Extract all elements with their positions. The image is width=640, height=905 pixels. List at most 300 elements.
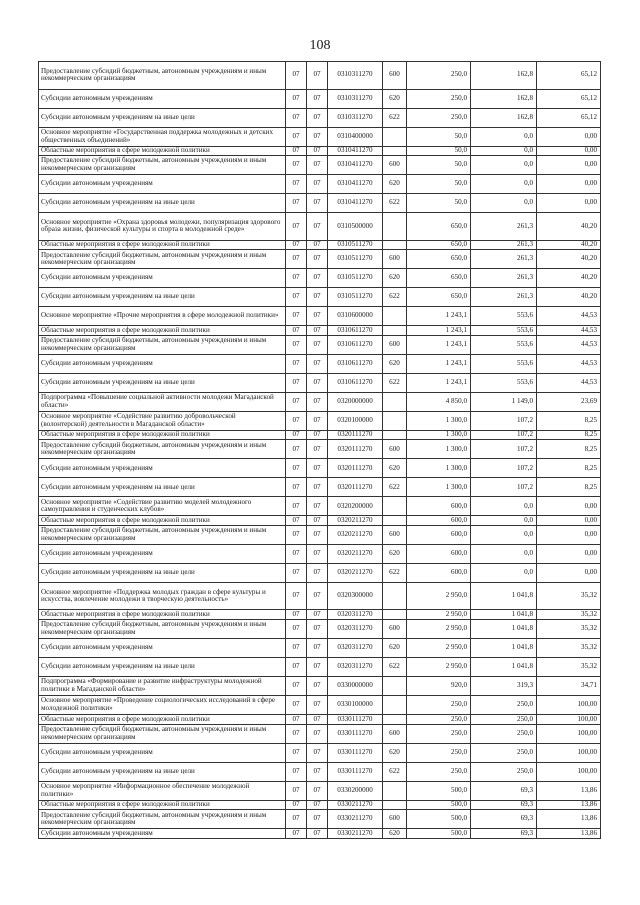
cell-target-article: 0320211270 [328, 544, 383, 563]
cell-subsection: 07 [307, 354, 328, 373]
cell-subsection: 07 [307, 194, 328, 213]
cell-name: Предоставление субсидий бюджетным, автономным учреждениям и иным некоммерческим организациям [39, 724, 286, 743]
cell-name: Областные мероприятия в сфере молодежной политики [39, 800, 286, 810]
cell-planned: 250,0 [407, 89, 471, 108]
cell-section: 07 [286, 724, 307, 743]
cell-name: Предоставление субсидий бюджетным, автономным учреждениям и иным некоммерческим организациям [39, 62, 286, 90]
cell-percent: 100,00 [537, 724, 601, 743]
cell-executed: 261,3 [471, 213, 537, 241]
cell-name: Субсидии автономным учреждениям [39, 269, 286, 288]
cell-expense-type [383, 213, 407, 241]
cell-percent: 40,20 [537, 288, 601, 307]
cell-percent: 8,25 [537, 459, 601, 478]
table-row [39, 800, 601, 810]
table-row [39, 354, 601, 373]
cell-section: 07 [286, 459, 307, 478]
cell-planned: 1 300,0 [407, 478, 471, 497]
cell-planned: 50,0 [407, 194, 471, 213]
cell-subsection: 07 [307, 175, 328, 194]
cell-target-article: 0310611270 [328, 373, 383, 392]
table-row [39, 544, 601, 563]
cell-section: 07 [286, 146, 307, 156]
cell-executed: 553,6 [471, 373, 537, 392]
cell-section: 07 [286, 108, 307, 127]
cell-target-article: 0320311270 [328, 658, 383, 677]
cell-executed: 0,0 [471, 175, 537, 194]
cell-expense-type: 600 [383, 62, 407, 90]
cell-expense-type: 622 [383, 658, 407, 677]
cell-subsection: 07 [307, 146, 328, 156]
cell-subsection: 07 [307, 715, 328, 725]
cell-target-article: 0310411270 [328, 156, 383, 175]
cell-subsection: 07 [307, 89, 328, 108]
cell-section: 07 [286, 715, 307, 725]
cell-section: 07 [286, 620, 307, 639]
cell-name: Основное мероприятие «Государственная поддержка молодежных и детских общественных объединений» [39, 127, 286, 146]
cell-name: Предоставление субсидий бюджетным, автономным учреждениям и иным некоммерческим организациям [39, 156, 286, 175]
table-row [39, 563, 601, 582]
cell-subsection: 07 [307, 326, 328, 336]
cell-section: 07 [286, 307, 307, 326]
cell-name: Подпрограмма «Формирование и развитие инфраструктуры молодежной политики в Магаданской области» [39, 677, 286, 696]
cell-section: 07 [286, 544, 307, 563]
cell-executed: 69,3 [471, 781, 537, 800]
cell-name: Субсидии автономным учреждениям на иные цели [39, 194, 286, 213]
table-row [39, 497, 601, 516]
cell-percent: 35,32 [537, 610, 601, 620]
cell-expense-type: 620 [383, 639, 407, 658]
cell-section: 07 [286, 335, 307, 354]
cell-percent: 0,00 [537, 175, 601, 194]
cell-subsection: 07 [307, 497, 328, 516]
cell-subsection: 07 [307, 478, 328, 497]
cell-percent: 35,32 [537, 658, 601, 677]
cell-expense-type [383, 326, 407, 336]
cell-executed: 0,0 [471, 516, 537, 526]
cell-section: 07 [286, 127, 307, 146]
cell-percent: 8,25 [537, 430, 601, 440]
cell-subsection: 07 [307, 743, 328, 762]
cell-expense-type [383, 800, 407, 810]
cell-planned: 50,0 [407, 127, 471, 146]
cell-target-article: 0320100000 [328, 411, 383, 430]
cell-planned: 250,0 [407, 724, 471, 743]
cell-target-article: 0330200000 [328, 781, 383, 800]
table-row [39, 213, 601, 241]
table-row [39, 677, 601, 696]
cell-section: 07 [286, 525, 307, 544]
page-number: 108 [309, 38, 331, 53]
cell-name: Основное мероприятие «Проведение социологических исследований в сфере молодежной политики» [39, 696, 286, 715]
cell-expense-type: 620 [383, 175, 407, 194]
cell-target-article: 0320311270 [328, 620, 383, 639]
cell-planned: 50,0 [407, 156, 471, 175]
cell-section: 07 [286, 62, 307, 90]
cell-planned: 250,0 [407, 762, 471, 781]
cell-planned: 2 950,0 [407, 658, 471, 677]
table-row [39, 620, 601, 639]
cell-section: 07 [286, 677, 307, 696]
table-body [39, 62, 601, 839]
cell-executed: 0,0 [471, 194, 537, 213]
cell-section: 07 [286, 810, 307, 829]
cell-section: 07 [286, 639, 307, 658]
cell-percent: 34,71 [537, 677, 601, 696]
cell-planned: 600,0 [407, 544, 471, 563]
cell-expense-type: 600 [383, 810, 407, 829]
cell-executed: 107,2 [471, 459, 537, 478]
cell-expense-type: 600 [383, 525, 407, 544]
cell-section: 07 [286, 696, 307, 715]
table-row [39, 715, 601, 725]
cell-target-article: 0310600000 [328, 307, 383, 326]
table-row [39, 516, 601, 526]
cell-name: Основное мероприятие «Прочие мероприятия в сфере молодежной политики» [39, 307, 286, 326]
cell-planned: 600,0 [407, 525, 471, 544]
cell-subsection: 07 [307, 250, 328, 269]
table-row [39, 610, 601, 620]
cell-section: 07 [286, 430, 307, 440]
cell-section: 07 [286, 829, 307, 839]
cell-percent: 8,25 [537, 440, 601, 459]
cell-percent: 40,20 [537, 250, 601, 269]
cell-planned: 50,0 [407, 175, 471, 194]
cell-target-article: 0330111270 [328, 724, 383, 743]
cell-expense-type: 620 [383, 743, 407, 762]
cell-expense-type [383, 781, 407, 800]
table-row [39, 762, 601, 781]
cell-subsection: 07 [307, 335, 328, 354]
cell-executed: 553,6 [471, 326, 537, 336]
cell-executed: 261,3 [471, 269, 537, 288]
cell-section: 07 [286, 563, 307, 582]
cell-planned: 650,0 [407, 269, 471, 288]
cell-percent: 44,53 [537, 335, 601, 354]
cell-section: 07 [286, 411, 307, 430]
cell-section: 07 [286, 743, 307, 762]
cell-name: Основное мероприятие «Информационное обеспечение молодежной политики» [39, 781, 286, 800]
table-row [39, 250, 601, 269]
cell-executed: 107,2 [471, 411, 537, 430]
cell-executed: 0,0 [471, 544, 537, 563]
cell-executed: 0,0 [471, 563, 537, 582]
cell-planned: 1 243,1 [407, 354, 471, 373]
cell-percent: 13,86 [537, 800, 601, 810]
cell-subsection: 07 [307, 62, 328, 90]
cell-target-article: 0320211270 [328, 563, 383, 582]
cell-executed: 553,6 [471, 354, 537, 373]
cell-executed: 1 041,8 [471, 620, 537, 639]
cell-target-article: 0310611270 [328, 335, 383, 354]
cell-executed: 250,0 [471, 724, 537, 743]
cell-percent: 100,00 [537, 696, 601, 715]
cell-section: 07 [286, 516, 307, 526]
cell-planned: 250,0 [407, 715, 471, 725]
cell-subsection: 07 [307, 563, 328, 582]
cell-subsection: 07 [307, 810, 328, 829]
cell-target-article: 0330111270 [328, 762, 383, 781]
cell-planned: 500,0 [407, 829, 471, 839]
cell-target-article: 0310611270 [328, 354, 383, 373]
cell-subsection: 07 [307, 525, 328, 544]
cell-executed: 0,0 [471, 156, 537, 175]
cell-subsection: 07 [307, 724, 328, 743]
cell-expense-type [383, 307, 407, 326]
cell-expense-type: 600 [383, 724, 407, 743]
cell-target-article: 0310611270 [328, 326, 383, 336]
cell-executed: 0,0 [471, 497, 537, 516]
cell-subsection: 07 [307, 762, 328, 781]
cell-subsection: 07 [307, 373, 328, 392]
cell-section: 07 [286, 373, 307, 392]
cell-section: 07 [286, 610, 307, 620]
cell-executed: 261,3 [471, 250, 537, 269]
cell-subsection: 07 [307, 544, 328, 563]
cell-section: 07 [286, 194, 307, 213]
cell-percent: 100,00 [537, 715, 601, 725]
cell-section: 07 [286, 497, 307, 516]
cell-name: Субсидии автономным учреждениям [39, 544, 286, 563]
table-row [39, 459, 601, 478]
table-row [39, 108, 601, 127]
cell-executed: 162,8 [471, 108, 537, 127]
budget-table-container [38, 61, 600, 839]
cell-executed: 0,0 [471, 146, 537, 156]
table-row [39, 392, 601, 411]
cell-name: Основное мероприятие «Поддержка молодых граждан в сфере культуры и искусства, вовлечение молодежи в творческую деятельность» [39, 582, 286, 610]
cell-executed: 69,3 [471, 800, 537, 810]
cell-target-article: 0320111270 [328, 440, 383, 459]
cell-target-article: 0310500000 [328, 213, 383, 241]
cell-percent: 40,20 [537, 269, 601, 288]
cell-executed: 107,2 [471, 478, 537, 497]
cell-executed: 261,3 [471, 288, 537, 307]
table-row [39, 781, 601, 800]
table-row [39, 525, 601, 544]
cell-target-article: 0330211270 [328, 829, 383, 839]
table-row [39, 89, 601, 108]
cell-subsection: 07 [307, 411, 328, 430]
cell-planned: 250,0 [407, 62, 471, 90]
cell-name: Областные мероприятия в сфере молодежной политики [39, 326, 286, 336]
cell-section: 07 [286, 288, 307, 307]
cell-planned: 2 950,0 [407, 639, 471, 658]
cell-section: 07 [286, 440, 307, 459]
cell-name: Подпрограмма «Повышение социальной активности молодежи Магаданской области» [39, 392, 286, 411]
cell-subsection: 07 [307, 127, 328, 146]
table-row [39, 743, 601, 762]
cell-expense-type: 620 [383, 459, 407, 478]
cell-subsection: 07 [307, 430, 328, 440]
cell-percent: 23,69 [537, 392, 601, 411]
cell-expense-type: 600 [383, 250, 407, 269]
cell-target-article: 0330211270 [328, 800, 383, 810]
cell-target-article: 0310511270 [328, 269, 383, 288]
cell-name: Областные мероприятия в сфере молодежной политики [39, 430, 286, 440]
cell-target-article: 0320211270 [328, 516, 383, 526]
cell-planned: 600,0 [407, 516, 471, 526]
cell-percent: 0,00 [537, 497, 601, 516]
cell-target-article: 0310311270 [328, 89, 383, 108]
table-row [39, 373, 601, 392]
cell-percent: 13,86 [537, 781, 601, 800]
cell-target-article: 0310411270 [328, 146, 383, 156]
cell-percent: 0,00 [537, 516, 601, 526]
cell-section: 07 [286, 326, 307, 336]
cell-planned: 2 950,0 [407, 582, 471, 610]
cell-subsection: 07 [307, 269, 328, 288]
cell-planned: 1 300,0 [407, 430, 471, 440]
cell-planned: 500,0 [407, 781, 471, 800]
cell-percent: 40,20 [537, 240, 601, 250]
cell-name: Субсидии автономным учреждениям [39, 175, 286, 194]
cell-target-article: 0320000000 [328, 392, 383, 411]
cell-subsection: 07 [307, 156, 328, 175]
cell-target-article: 0330111270 [328, 743, 383, 762]
cell-expense-type [383, 430, 407, 440]
cell-executed: 250,0 [471, 743, 537, 762]
cell-percent: 0,00 [537, 146, 601, 156]
cell-executed: 107,2 [471, 440, 537, 459]
cell-expense-type [383, 696, 407, 715]
cell-executed: 1 041,8 [471, 658, 537, 677]
cell-percent: 44,53 [537, 307, 601, 326]
cell-percent: 13,86 [537, 829, 601, 839]
cell-section: 07 [286, 89, 307, 108]
cell-target-article: 0310511270 [328, 240, 383, 250]
cell-name: Субсидии автономным учреждениям [39, 459, 286, 478]
table-row [39, 175, 601, 194]
cell-executed: 162,8 [471, 62, 537, 90]
cell-subsection: 07 [307, 677, 328, 696]
cell-percent: 100,00 [537, 762, 601, 781]
cell-section: 07 [286, 269, 307, 288]
cell-expense-type: 622 [383, 194, 407, 213]
cell-name: Предоставление субсидий бюджетным, автономным учреждениям и иным некоммерческим организациям [39, 620, 286, 639]
table-row [39, 639, 601, 658]
cell-executed: 250,0 [471, 715, 537, 725]
table-row [39, 335, 601, 354]
cell-name: Основное мероприятие «Охрана здоровья молодежи, популяризация здорового образа жизни, физической культуры и спорта в молодежной среде» [39, 213, 286, 241]
cell-section: 07 [286, 478, 307, 497]
cell-target-article: 0330211270 [328, 810, 383, 829]
cell-planned: 650,0 [407, 250, 471, 269]
cell-subsection: 07 [307, 108, 328, 127]
cell-target-article: 0310411270 [328, 175, 383, 194]
cell-subsection: 07 [307, 392, 328, 411]
cell-name: Предоставление субсидий бюджетным, автономным учреждениям и иным некоммерческим организациям [39, 525, 286, 544]
cell-percent: 0,00 [537, 127, 601, 146]
cell-expense-type [383, 146, 407, 156]
cell-section: 07 [286, 800, 307, 810]
cell-name: Субсидии автономным учреждениям на иные цели [39, 563, 286, 582]
table-row [39, 146, 601, 156]
cell-expense-type [383, 392, 407, 411]
cell-planned: 600,0 [407, 563, 471, 582]
cell-name: Областные мероприятия в сфере молодежной политики [39, 516, 286, 526]
cell-expense-type: 600 [383, 440, 407, 459]
cell-expense-type: 600 [383, 620, 407, 639]
table-row [39, 724, 601, 743]
cell-percent: 40,20 [537, 213, 601, 241]
table-row [39, 62, 601, 90]
cell-executed: 250,0 [471, 762, 537, 781]
table-row [39, 326, 601, 336]
cell-expense-type: 620 [383, 354, 407, 373]
cell-name: Областные мероприятия в сфере молодежной политики [39, 146, 286, 156]
cell-name: Областные мероприятия в сфере молодежной политики [39, 240, 286, 250]
cell-expense-type: 620 [383, 544, 407, 563]
cell-subsection: 07 [307, 240, 328, 250]
cell-subsection: 07 [307, 459, 328, 478]
cell-target-article: 0330111270 [328, 715, 383, 725]
cell-expense-type [383, 582, 407, 610]
cell-subsection: 07 [307, 620, 328, 639]
cell-expense-type: 622 [383, 563, 407, 582]
cell-subsection: 07 [307, 800, 328, 810]
cell-name: Субсидии автономным учреждениям на иные цели [39, 108, 286, 127]
table-row [39, 156, 601, 175]
cell-executed: 1 149,0 [471, 392, 537, 411]
cell-expense-type: 600 [383, 335, 407, 354]
cell-section: 07 [286, 213, 307, 241]
cell-section: 07 [286, 175, 307, 194]
cell-target-article: 0330100000 [328, 696, 383, 715]
cell-section: 07 [286, 156, 307, 175]
table-row [39, 478, 601, 497]
cell-percent: 0,00 [537, 563, 601, 582]
cell-subsection: 07 [307, 829, 328, 839]
cell-name: Субсидии автономным учреждениям на иные цели [39, 762, 286, 781]
cell-expense-type: 622 [383, 478, 407, 497]
cell-planned: 250,0 [407, 696, 471, 715]
cell-executed: 162,8 [471, 89, 537, 108]
cell-expense-type: 622 [383, 288, 407, 307]
cell-expense-type: 620 [383, 89, 407, 108]
cell-expense-type [383, 610, 407, 620]
cell-target-article: 0320111270 [328, 459, 383, 478]
cell-section: 07 [286, 582, 307, 610]
cell-planned: 1 300,0 [407, 440, 471, 459]
cell-planned: 4 850,0 [407, 392, 471, 411]
cell-target-article: 0310400000 [328, 127, 383, 146]
cell-expense-type: 622 [383, 108, 407, 127]
table-row [39, 269, 601, 288]
cell-subsection: 07 [307, 781, 328, 800]
cell-name: Субсидии автономным учреждениям [39, 829, 286, 839]
cell-section: 07 [286, 354, 307, 373]
cell-subsection: 07 [307, 582, 328, 610]
cell-section: 07 [286, 762, 307, 781]
cell-planned: 1 243,1 [407, 373, 471, 392]
cell-subsection: 07 [307, 639, 328, 658]
table-row [39, 430, 601, 440]
cell-percent: 0,00 [537, 194, 601, 213]
table-row [39, 127, 601, 146]
cell-planned: 1 243,1 [407, 335, 471, 354]
cell-section: 07 [286, 781, 307, 800]
cell-planned: 650,0 [407, 240, 471, 250]
cell-target-article: 0330000000 [328, 677, 383, 696]
cell-planned: 1 300,0 [407, 459, 471, 478]
cell-executed: 250,0 [471, 696, 537, 715]
cell-executed: 1 041,8 [471, 639, 537, 658]
cell-executed: 69,3 [471, 829, 537, 839]
cell-target-article: 0310311270 [328, 108, 383, 127]
cell-section: 07 [286, 392, 307, 411]
cell-target-article: 0320200000 [328, 497, 383, 516]
cell-planned: 250,0 [407, 743, 471, 762]
